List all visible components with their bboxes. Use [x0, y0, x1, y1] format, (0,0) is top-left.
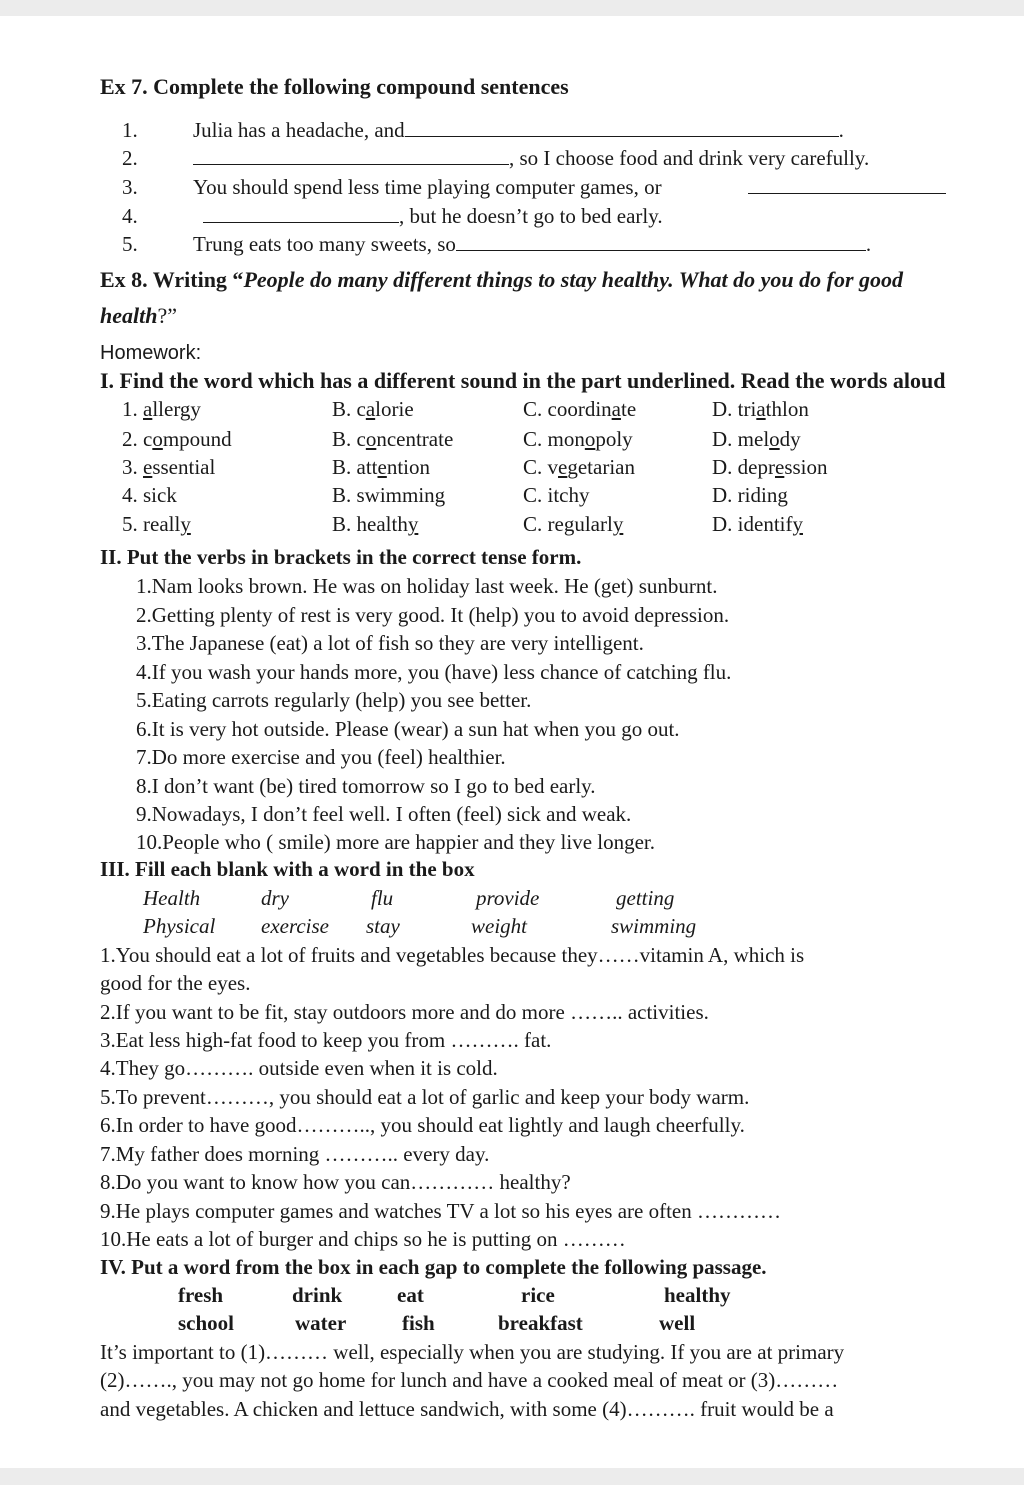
worksheet-page: Ex 7. Complete the following compound sentences 1. Julia has a headache, and . 2. , so I choose food and drink very carefully. 3. You should spend less time playing computer games, or 4. , but he doesn’t go to bed early. 5. Trung eats too many sweets, so . Ex 8. Writing “People do many different things to stay healthy. What do you do for good health?” Homework: I. Find the word which has a different sound in the part underlined. Read the words aloud 1. allergy B. calorie C. coordinate D. triathlon 2. compound B. concentrate C. monopoly D. melody 3. essential B. attention C. vegetarian D. depression 4. sick B. swimming C. itchy D. riding 5. really B. healthy C. regularly D. identify II. Put the verbs in brackets in the correct tense form. 1.Nam looks brown. He was on holiday last week. He (get) sunburnt. 2.Getting plenty of rest is very good. It (help) you to avoid depression. 3.The Japanese (eat) a lot of fish so they are very intelligent. 4.If you wash your hands more, you (have) less chance of catching flu. 5.Eating carrots regularly (help) you see better. 6.It is very hot outside. Please (wear) a sun hat when you go out. 7.Do more exercise and you (feel) healthier. 8.I don’t want (be) tired tomorrow so I go to bed early. 9.Nowadays, I don’t feel well. I often (feel) sick and weak. 10.People who ( smile) more are happier and they live longer. III. Fill each blank with a word in the box Health dry flu provide getting Physical exercise stay weight swimming 1.You should eat a lot of fruits and vegetables because they……vitamin A, which is good for the eyes. 2.If you want to be fit, stay outdoors more and do more …….. activities. 3.Eat less high-fat food to keep you from ………. fat. 4.They go………. outside even when it is cold. 5.To prevent………, you should eat a lot of garlic and keep your body warm. 6.In order to have good……….., you should eat lightly and laugh cheerfully. 7.My father does morning ……….. every day. 8.Do you want to know how you can………… healthy? 9.He plays computer games and watches TV a lot so his eyes are often ………… 10.He eats a lot of burger and chips so he is putting on ……… IV. Put a word from the box in each gap to complete the following passage. fresh drink eat rice healthy school water fish breakfast well It’s important to (1)……… well, especially when you are studying. If you are at primary (2)……., you may not go home for lunch and have a cooked meal of meat or (3)……… and vegetables. A chicken and lettuce sandwich, with some (4)………. fruit would be a: [0, 16, 1024, 1468]
